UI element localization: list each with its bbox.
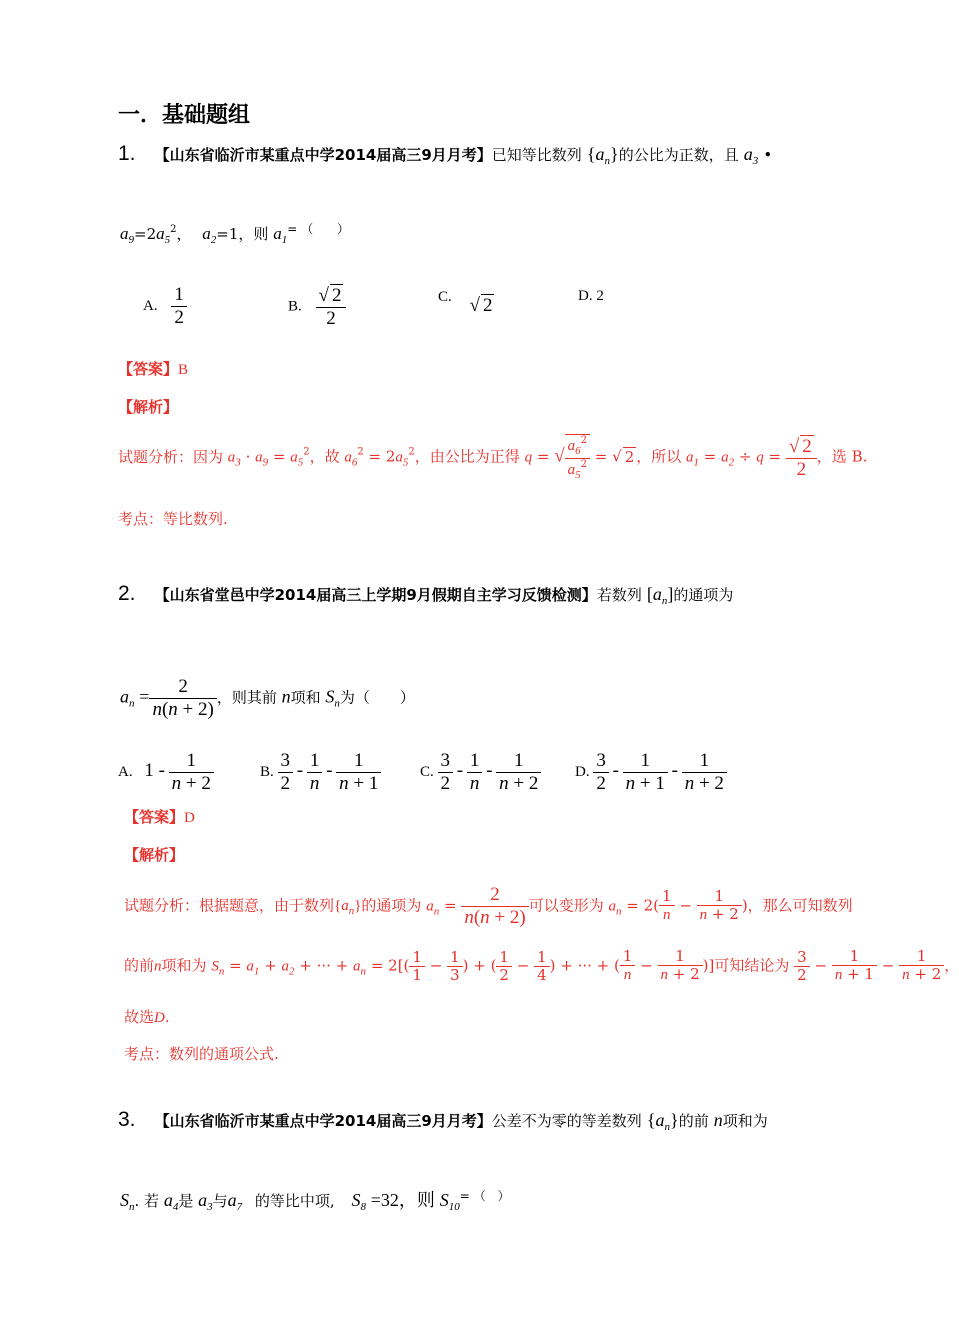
question-number: 1. bbox=[118, 142, 136, 165]
q1-analysis: 试题分析：因为 $a_3 \cdot a_9 = a_5^2$，故 $a_6^2 = 2a_5^2$，由公比为正得 q = √ $\frac{a_6^2}{a_5^2}$ = √ 2 ，所以 $a_1 = a_2 \div q$ = $\frac{√ 2}{2}$ ，选 B. bbox=[118, 435, 868, 481]
q2-analysis-line1: 试题分析：根据题意，由于数列$\{a_n\}$的通项为 $a_n$ = $\frac{2}{n(n + 2)}$ 可以变形为 $a_n = 2$( $\frac{1}{n}$ − $\frac{1}{n + 2}$ )，那么可知数列 bbox=[124, 884, 853, 928]
q2-option-c: C. $\frac{3}{2}$ - $\frac{1}{n}$ - $\frac{1}{n + 2}$ bbox=[420, 750, 541, 795]
q2-option-d: D. $\frac{3}{2}$ - $\frac{1}{n + 1}$ - $\frac{1}{n + 2}$ bbox=[575, 750, 727, 795]
q2-keypoint: 考点：数列的通项公式. bbox=[124, 1045, 279, 1063]
q1-option-d: D. 2 bbox=[578, 288, 604, 304]
question-source: 【山东省堂邑中学2014届高三上学期9月假期自主学习反馈检测】 bbox=[154, 586, 597, 604]
question-source: 【山东省临沂市某重点中学2014届高三9月月考】 bbox=[154, 1112, 492, 1130]
q2-option-a: A. 1 - $\frac{1}{n + 2}$ bbox=[118, 750, 214, 795]
q2-analysis-label: 【解析】 bbox=[124, 846, 185, 864]
question-2-header: 2. 【山东省堂邑中学2014届高三上学期9月假期自主学习反馈检测】若数列 $[a_n]$的通项为 bbox=[118, 582, 734, 607]
q2-answer: 【答案】D bbox=[124, 808, 195, 826]
q2-analysis-line3: 故选D. bbox=[124, 1008, 170, 1026]
question-3-header: 3. 【山东省临沂市某重点中学2014届高三9月月考】公差不为零的等差数列 $\{a_n\}$的前 n项和为 bbox=[118, 1108, 768, 1133]
q1-option-c: C. √ 2 bbox=[438, 289, 493, 316]
question-1-header: 1. 【山东省临沂市某重点中学2014届高三9月月考】已知等比数列 $\{a_n\}$的公比为正数，且 $a_3$ • bbox=[118, 142, 773, 167]
question-2-formula: $a_n$ = $\frac{2}{n(n + 2)}$ ，则其前 n项和 $S_n$为（ ） bbox=[120, 676, 415, 720]
q1-analysis-label: 【解析】 bbox=[118, 398, 179, 416]
question-number: 3. bbox=[118, 1108, 136, 1131]
question-3-condition: $S_n$. 若 $a_4$是 $a_3$与$a_7$ 的等比中项, $S_8 =32$，则 $S_{10}^{= ( )}$ bbox=[120, 1189, 510, 1213]
q1-option-b: B. $\frac{√ 2}{2}$ bbox=[288, 284, 346, 330]
q2-analysis-line2: 的前n项和为 $S_n = a_1 + a_2$ + ··· + $a_n = 2$[( $\frac{1}{1}$ − $\frac{1}{3}$ ) + ( $\frac{1}{2}$ − $\frac{1}{4}$ ) + ··· + ( $\frac{1}{n}$ − $\frac{1}{n + 2}$ )]可知结论为 $\frac{3}{2}$ − $\frac{1}{n + 1}$ − $\frac{1}{n + 2}$ ， bbox=[124, 947, 959, 984]
q1-answer: 【答案】B bbox=[118, 360, 189, 378]
q2-option-b: B. $\frac{3}{2}$ - $\frac{1}{n}$ - $\frac{1}{n + 1}$ bbox=[260, 750, 381, 795]
question-source: 【山东省临沂市某重点中学2014届高三9月月考】 bbox=[154, 146, 492, 164]
q1-option-a: A. $\frac{1}{2}$ bbox=[143, 284, 187, 329]
question-number: 2. bbox=[118, 582, 136, 605]
section-title: 一．基础题组 bbox=[118, 103, 251, 128]
question-1-condition: $a_9=2a_5^2$， $a_2=1$，则 $a_1^{= ( )}$ bbox=[120, 222, 350, 246]
q1-keypoint: 考点：等比数列. bbox=[118, 510, 228, 528]
